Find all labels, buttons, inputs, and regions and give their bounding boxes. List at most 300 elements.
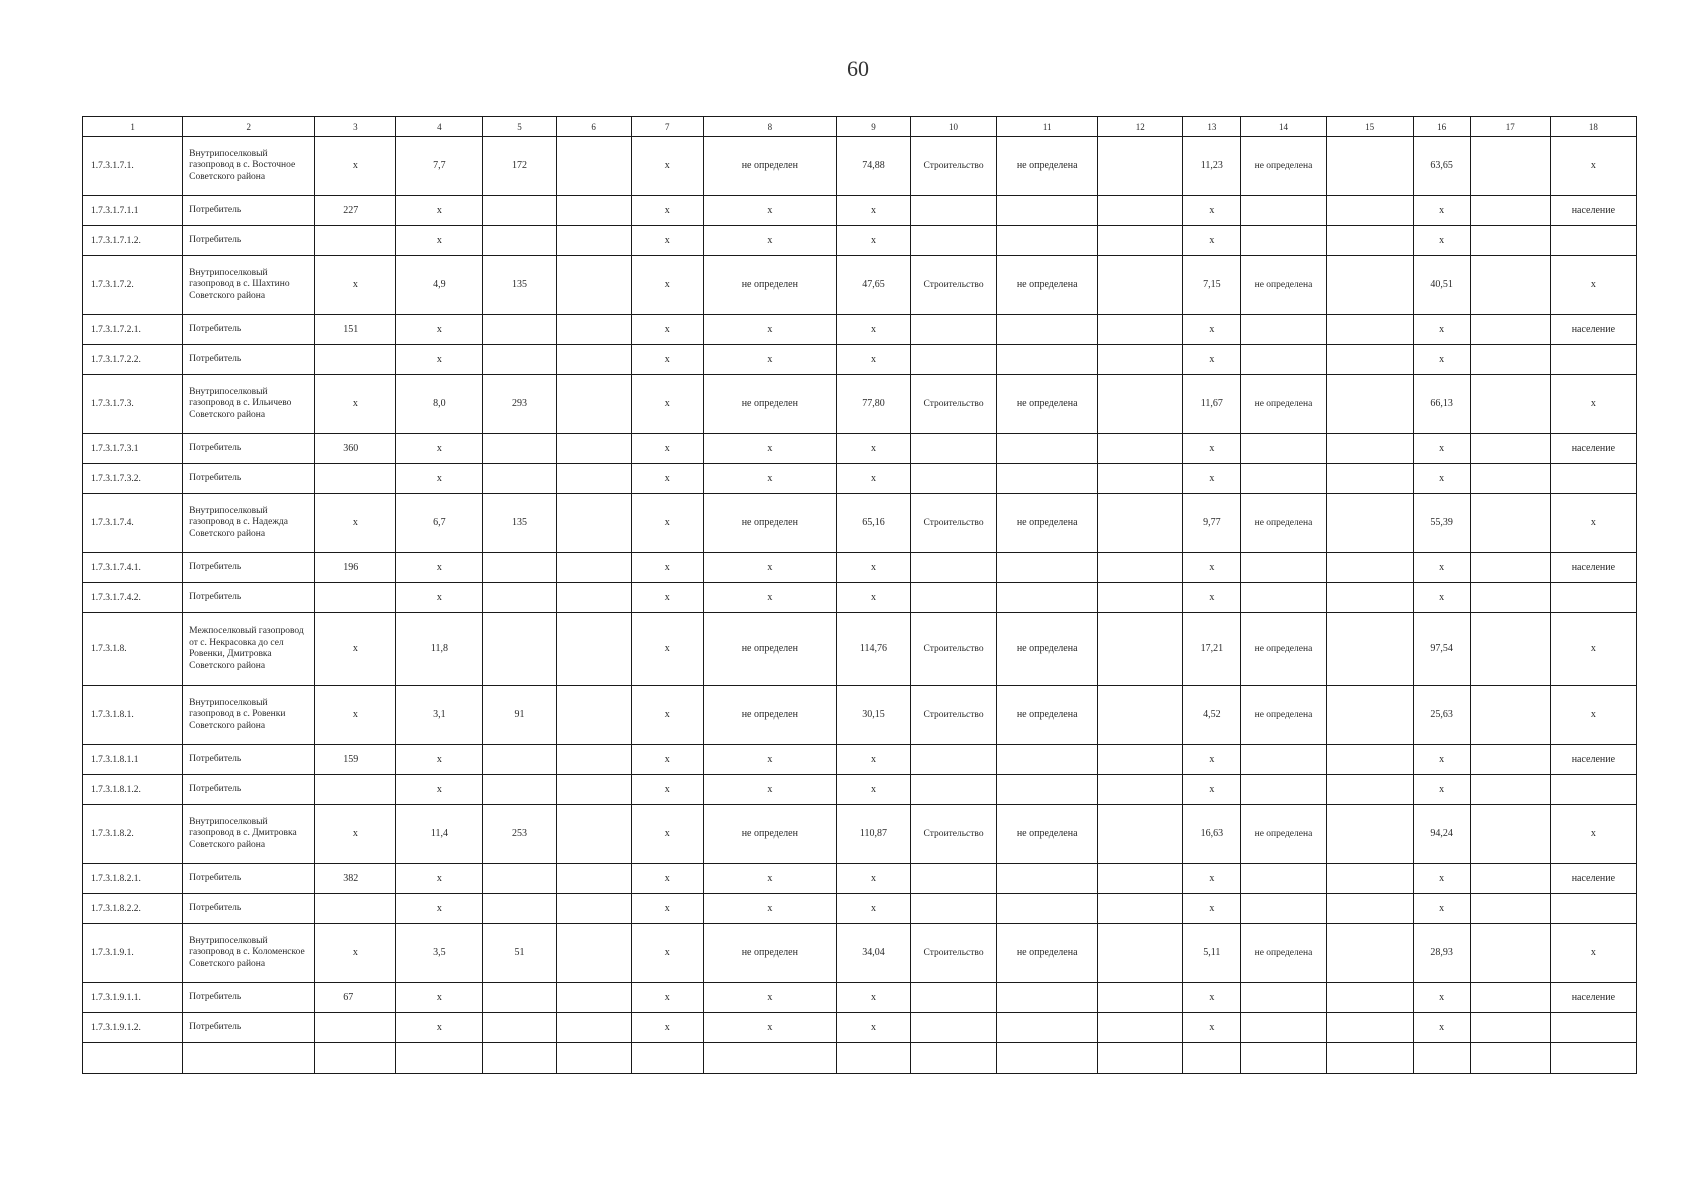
table-cell bbox=[556, 1043, 631, 1074]
table-cell bbox=[1326, 583, 1413, 613]
table-cell: x bbox=[703, 226, 836, 256]
table-cell: Потребитель bbox=[183, 983, 315, 1013]
table-row bbox=[83, 494, 1637, 553]
table-cell: 34,04 bbox=[836, 924, 910, 983]
column-header: 14 bbox=[1241, 117, 1326, 137]
table-cell bbox=[1098, 1043, 1183, 1074]
table-cell: x bbox=[1413, 553, 1470, 583]
table-cell bbox=[1241, 226, 1326, 256]
table-cell: 97,54 bbox=[1413, 613, 1470, 686]
table-cell bbox=[1326, 983, 1413, 1013]
table-cell bbox=[315, 894, 396, 924]
table-cell bbox=[911, 894, 997, 924]
table-cell bbox=[1241, 345, 1326, 375]
column-header: 4 bbox=[396, 117, 483, 137]
table-cell bbox=[1550, 775, 1636, 805]
table-cell: 67 bbox=[315, 983, 396, 1013]
table-cell: 91 bbox=[483, 686, 556, 745]
table-cell: x bbox=[1413, 196, 1470, 226]
table-cell bbox=[483, 583, 556, 613]
table-cell: Потребитель bbox=[183, 864, 315, 894]
table-cell bbox=[1550, 226, 1636, 256]
table-cell bbox=[1326, 864, 1413, 894]
table-cell: население bbox=[1550, 196, 1636, 226]
table-cell: Строительство bbox=[911, 613, 997, 686]
table-cell bbox=[1241, 1043, 1326, 1074]
column-header: 17 bbox=[1470, 117, 1550, 137]
table-cell: Строительство bbox=[911, 686, 997, 745]
table-cell: Потребитель bbox=[183, 583, 315, 613]
table-cell: x bbox=[703, 315, 836, 345]
table-row bbox=[83, 613, 1637, 686]
table-cell: 30,15 bbox=[836, 686, 910, 745]
table-cell: не определен bbox=[703, 805, 836, 864]
table-cell: x bbox=[1413, 315, 1470, 345]
table-cell bbox=[483, 983, 556, 1013]
table-row bbox=[83, 983, 1637, 1013]
table-cell bbox=[997, 583, 1098, 613]
column-header: 13 bbox=[1183, 117, 1241, 137]
table-cell bbox=[483, 434, 556, 464]
table-cell bbox=[1470, 613, 1550, 686]
table-cell: x bbox=[631, 613, 703, 686]
table-cell: x bbox=[1183, 345, 1241, 375]
table-cell: не определена bbox=[997, 805, 1098, 864]
table-cell: 4,9 bbox=[396, 256, 483, 315]
table-cell: не определена bbox=[1241, 494, 1326, 553]
table-cell: x bbox=[396, 1013, 483, 1043]
column-header: 1 bbox=[83, 117, 183, 137]
table-cell: 1.7.3.1.8.2.1. bbox=[83, 864, 183, 894]
column-header: 5 bbox=[483, 117, 556, 137]
table-cell bbox=[1098, 1013, 1183, 1043]
table-cell: Потребитель bbox=[183, 1013, 315, 1043]
table-cell bbox=[1326, 553, 1413, 583]
table-cell bbox=[1098, 196, 1183, 226]
table-cell bbox=[483, 1043, 556, 1074]
table-cell: не определена bbox=[1241, 613, 1326, 686]
table-cell bbox=[483, 315, 556, 345]
table-cell: 110,87 bbox=[836, 805, 910, 864]
table-cell: 360 bbox=[315, 434, 396, 464]
table-cell bbox=[1470, 894, 1550, 924]
table-cell bbox=[483, 464, 556, 494]
table-cell: Потребитель bbox=[183, 745, 315, 775]
table-cell bbox=[556, 1013, 631, 1043]
table-cell: x bbox=[836, 553, 910, 583]
table-cell bbox=[1470, 375, 1550, 434]
column-header: 6 bbox=[556, 117, 631, 137]
table-cell bbox=[396, 1043, 483, 1074]
table-cell bbox=[1470, 805, 1550, 864]
table-cell: x bbox=[836, 745, 910, 775]
table-row bbox=[83, 775, 1637, 805]
table-cell bbox=[1098, 345, 1183, 375]
table-cell: x bbox=[703, 864, 836, 894]
table-cell: не определена bbox=[1241, 375, 1326, 434]
table-cell: x bbox=[396, 775, 483, 805]
table-cell bbox=[997, 1013, 1098, 1043]
table-cell bbox=[1470, 1013, 1550, 1043]
table-cell: 28,93 bbox=[1413, 924, 1470, 983]
table-cell: x bbox=[631, 983, 703, 1013]
table-cell: население bbox=[1550, 745, 1636, 775]
table-cell bbox=[1326, 924, 1413, 983]
table-cell: x bbox=[1413, 775, 1470, 805]
table-cell: 9,77 bbox=[1183, 494, 1241, 553]
table-cell: x bbox=[631, 494, 703, 553]
table-cell: x bbox=[315, 375, 396, 434]
table-cell: x bbox=[631, 434, 703, 464]
table-cell: x bbox=[631, 775, 703, 805]
table-cell: 227 bbox=[315, 196, 396, 226]
table-cell bbox=[997, 775, 1098, 805]
table-cell bbox=[1098, 745, 1183, 775]
table-cell bbox=[997, 196, 1098, 226]
table-cell: x bbox=[631, 345, 703, 375]
table-cell: x bbox=[1183, 583, 1241, 613]
table-cell bbox=[1326, 226, 1413, 256]
table-cell: x bbox=[631, 805, 703, 864]
table-cell bbox=[1470, 1043, 1550, 1074]
table-cell bbox=[556, 226, 631, 256]
table-cell bbox=[1326, 375, 1413, 434]
table-cell bbox=[556, 583, 631, 613]
table-cell: x bbox=[396, 196, 483, 226]
table-cell bbox=[1550, 583, 1636, 613]
table-cell: Потребитель bbox=[183, 894, 315, 924]
table-cell bbox=[1470, 256, 1550, 315]
table-cell: 159 bbox=[315, 745, 396, 775]
data-table bbox=[82, 116, 1637, 1074]
table-cell bbox=[1326, 196, 1413, 226]
table-cell: x bbox=[1413, 226, 1470, 256]
table-cell: не определена bbox=[997, 924, 1098, 983]
table-cell: Потребитель bbox=[183, 226, 315, 256]
table-cell bbox=[1550, 345, 1636, 375]
table-cell: 40,51 bbox=[1413, 256, 1470, 315]
table-cell bbox=[183, 1043, 315, 1074]
table-cell: x bbox=[315, 805, 396, 864]
table-cell: 1.7.3.1.9.1. bbox=[83, 924, 183, 983]
table-cell: x bbox=[315, 613, 396, 686]
table-cell: x bbox=[1550, 686, 1636, 745]
table-cell: Потребитель bbox=[183, 345, 315, 375]
table-cell: x bbox=[631, 864, 703, 894]
table-cell: 7,15 bbox=[1183, 256, 1241, 315]
table-cell: x bbox=[396, 983, 483, 1013]
table-cell bbox=[1241, 315, 1326, 345]
table-cell: не определен bbox=[703, 137, 836, 196]
table-cell bbox=[911, 583, 997, 613]
table-cell: x bbox=[1183, 226, 1241, 256]
table-cell: 47,65 bbox=[836, 256, 910, 315]
table-cell: x bbox=[631, 137, 703, 196]
table-cell bbox=[556, 924, 631, 983]
table-cell bbox=[1470, 137, 1550, 196]
table-cell bbox=[556, 256, 631, 315]
table-cell bbox=[911, 434, 997, 464]
table-cell bbox=[1241, 434, 1326, 464]
table-cell bbox=[997, 1043, 1098, 1074]
table-cell bbox=[1098, 375, 1183, 434]
table-cell: x bbox=[703, 583, 836, 613]
table-cell: x bbox=[396, 315, 483, 345]
table-cell bbox=[1241, 864, 1326, 894]
table-cell: 1.7.3.1.9.1.1. bbox=[83, 983, 183, 1013]
table-cell: x bbox=[1413, 434, 1470, 464]
table-cell: x bbox=[315, 256, 396, 315]
table-cell: x bbox=[836, 775, 910, 805]
table-cell bbox=[1550, 894, 1636, 924]
table-cell: x bbox=[631, 924, 703, 983]
table-cell bbox=[1098, 775, 1183, 805]
table-cell: x bbox=[1550, 613, 1636, 686]
column-header: 15 bbox=[1326, 117, 1413, 137]
table-cell: x bbox=[836, 345, 910, 375]
table-cell bbox=[997, 745, 1098, 775]
column-header: 10 bbox=[911, 117, 997, 137]
table-cell: 1.7.3.1.7.2.2. bbox=[83, 345, 183, 375]
table-cell: x bbox=[836, 1013, 910, 1043]
table-row bbox=[83, 583, 1637, 613]
table-cell bbox=[1098, 226, 1183, 256]
table-cell: 1.7.3.1.7.2. bbox=[83, 256, 183, 315]
table-cell: Потребитель bbox=[183, 196, 315, 226]
table-cell bbox=[556, 983, 631, 1013]
table-cell bbox=[631, 1043, 703, 1074]
column-header: 8 bbox=[703, 117, 836, 137]
table-cell: не определен bbox=[703, 613, 836, 686]
table-cell: x bbox=[396, 745, 483, 775]
table-cell: население bbox=[1550, 315, 1636, 345]
table-cell bbox=[556, 686, 631, 745]
table-cell bbox=[483, 1013, 556, 1043]
table-cell: Строительство bbox=[911, 924, 997, 983]
table-cell: 1.7.3.1.7.1.1 bbox=[83, 196, 183, 226]
table-cell bbox=[1098, 894, 1183, 924]
table-cell bbox=[1098, 864, 1183, 894]
table-cell: 1.7.3.1.7.4.1. bbox=[83, 553, 183, 583]
table-cell bbox=[1241, 745, 1326, 775]
table-cell: не определен bbox=[703, 375, 836, 434]
table-cell: x bbox=[396, 345, 483, 375]
table-cell: население bbox=[1550, 434, 1636, 464]
table-cell: 3,1 bbox=[396, 686, 483, 745]
table-cell: 1.7.3.1.7.2.1. bbox=[83, 315, 183, 345]
table-cell: x bbox=[315, 924, 396, 983]
table-cell bbox=[556, 775, 631, 805]
table-cell bbox=[911, 864, 997, 894]
table-cell: Потребитель bbox=[183, 553, 315, 583]
table-cell: x bbox=[703, 345, 836, 375]
table-cell bbox=[911, 775, 997, 805]
table-cell: 17,21 bbox=[1183, 613, 1241, 686]
table-cell: Строительство bbox=[911, 494, 997, 553]
table-cell bbox=[1470, 196, 1550, 226]
table-cell bbox=[911, 983, 997, 1013]
column-header: 12 bbox=[1098, 117, 1183, 137]
table-cell bbox=[1241, 464, 1326, 494]
table-row bbox=[83, 196, 1637, 226]
table-cell: не определена bbox=[1241, 137, 1326, 196]
table-cell bbox=[556, 434, 631, 464]
table-cell bbox=[1098, 137, 1183, 196]
table-cell bbox=[1470, 745, 1550, 775]
table-cell bbox=[315, 1013, 396, 1043]
table-cell: x bbox=[1183, 864, 1241, 894]
table-cell bbox=[1183, 1043, 1241, 1074]
table-cell bbox=[703, 1043, 836, 1074]
table-cell bbox=[1326, 686, 1413, 745]
table-cell: x bbox=[631, 686, 703, 745]
table-cell bbox=[483, 196, 556, 226]
table-cell: x bbox=[631, 553, 703, 583]
table-cell bbox=[997, 434, 1098, 464]
table-cell: 66,13 bbox=[1413, 375, 1470, 434]
column-header: 7 bbox=[631, 117, 703, 137]
table-cell bbox=[1098, 315, 1183, 345]
table-cell bbox=[1326, 315, 1413, 345]
table-cell: 1.7.3.1.8.1.2. bbox=[83, 775, 183, 805]
table-cell: 65,16 bbox=[836, 494, 910, 553]
table-row bbox=[83, 553, 1637, 583]
column-header: 18 bbox=[1550, 117, 1636, 137]
table-cell: 1.7.3.1.7.3. bbox=[83, 375, 183, 434]
table-cell bbox=[1098, 805, 1183, 864]
table-cell: x bbox=[1183, 745, 1241, 775]
table-cell: Внутрипоселковый газопровод в с. Коломенское Советского района bbox=[183, 924, 315, 983]
table-cell: Строительство bbox=[911, 375, 997, 434]
table-cell: x bbox=[631, 464, 703, 494]
table-cell: x bbox=[396, 894, 483, 924]
table-cell: x bbox=[396, 553, 483, 583]
table-cell: 77,80 bbox=[836, 375, 910, 434]
table-cell bbox=[911, 345, 997, 375]
table-cell: не определен bbox=[703, 494, 836, 553]
table-cell: 63,65 bbox=[1413, 137, 1470, 196]
table-cell: не определена bbox=[1241, 924, 1326, 983]
table-cell: x bbox=[1183, 1013, 1241, 1043]
table-row bbox=[83, 226, 1637, 256]
table-cell bbox=[1098, 494, 1183, 553]
table-cell: 11,8 bbox=[396, 613, 483, 686]
table-cell bbox=[1470, 434, 1550, 464]
table-cell: Строительство bbox=[911, 805, 997, 864]
table-cell bbox=[911, 196, 997, 226]
table-cell: 114,76 bbox=[836, 613, 910, 686]
table-cell: 16,63 bbox=[1183, 805, 1241, 864]
table-row bbox=[83, 315, 1637, 345]
table-cell bbox=[556, 315, 631, 345]
table-row bbox=[83, 1013, 1637, 1043]
table-cell: x bbox=[1183, 434, 1241, 464]
table-cell: Потребитель bbox=[183, 315, 315, 345]
table-cell: 1.7.3.1.8.2.2. bbox=[83, 894, 183, 924]
table-cell bbox=[997, 894, 1098, 924]
table-cell: Межпоселковый газопровод от с. Некрасовка до сел Ровенки, Дмитровка Советского района bbox=[183, 613, 315, 686]
table-cell bbox=[1550, 1043, 1636, 1074]
table-cell bbox=[1470, 226, 1550, 256]
table-cell: x bbox=[1413, 864, 1470, 894]
table-cell bbox=[997, 553, 1098, 583]
table-cell: Внутрипоселковый газопровод в с. Дмитровка Советского района bbox=[183, 805, 315, 864]
table-cell bbox=[1470, 464, 1550, 494]
table-cell: не определена bbox=[1241, 805, 1326, 864]
table-cell bbox=[911, 745, 997, 775]
table-cell: x bbox=[1183, 464, 1241, 494]
table-cell: x bbox=[1183, 894, 1241, 924]
table-cell: x bbox=[836, 864, 910, 894]
table-cell: 5,11 bbox=[1183, 924, 1241, 983]
table-cell bbox=[83, 1043, 183, 1074]
table-cell: 6,7 bbox=[396, 494, 483, 553]
table-cell bbox=[1326, 434, 1413, 464]
table-cell bbox=[556, 613, 631, 686]
table-cell: не определена bbox=[1241, 256, 1326, 315]
table-cell bbox=[556, 196, 631, 226]
table-cell: x bbox=[631, 583, 703, 613]
table-cell bbox=[1326, 137, 1413, 196]
table-cell bbox=[556, 375, 631, 434]
table-cell bbox=[556, 745, 631, 775]
table-cell bbox=[1470, 315, 1550, 345]
table-row bbox=[83, 434, 1637, 464]
table-cell: 7,7 bbox=[396, 137, 483, 196]
table-cell bbox=[1470, 775, 1550, 805]
table-cell: x bbox=[703, 196, 836, 226]
table-cell bbox=[911, 1013, 997, 1043]
table-row bbox=[83, 864, 1637, 894]
table-cell: x bbox=[315, 137, 396, 196]
table-cell: x bbox=[1413, 894, 1470, 924]
table-cell: x bbox=[1183, 315, 1241, 345]
table-cell bbox=[483, 226, 556, 256]
table-cell bbox=[315, 226, 396, 256]
table-cell bbox=[556, 345, 631, 375]
table-cell bbox=[911, 1043, 997, 1074]
column-header: 16 bbox=[1413, 117, 1470, 137]
table-cell bbox=[1241, 583, 1326, 613]
table-cell bbox=[997, 983, 1098, 1013]
table-cell: не определен bbox=[703, 924, 836, 983]
table-row bbox=[83, 894, 1637, 924]
table-cell: x bbox=[1550, 924, 1636, 983]
table-cell: x bbox=[703, 464, 836, 494]
table-cell: x bbox=[1550, 805, 1636, 864]
table-cell bbox=[483, 775, 556, 805]
table-cell bbox=[1098, 583, 1183, 613]
table-cell bbox=[1326, 1043, 1413, 1074]
table-cell bbox=[1326, 494, 1413, 553]
table-cell bbox=[483, 894, 556, 924]
table-cell: 135 bbox=[483, 256, 556, 315]
table-cell bbox=[1241, 983, 1326, 1013]
table-cell bbox=[483, 345, 556, 375]
table-cell: не определена bbox=[997, 613, 1098, 686]
table-cell bbox=[997, 464, 1098, 494]
table-cell: x bbox=[1413, 464, 1470, 494]
table-row bbox=[83, 345, 1637, 375]
table-cell: x bbox=[836, 983, 910, 1013]
table-cell bbox=[997, 345, 1098, 375]
table-cell bbox=[836, 1043, 910, 1074]
column-header: 9 bbox=[836, 117, 910, 137]
table-cell: x bbox=[1550, 256, 1636, 315]
table-cell: население bbox=[1550, 553, 1636, 583]
table-cell: x bbox=[1183, 983, 1241, 1013]
table-cell bbox=[1470, 583, 1550, 613]
